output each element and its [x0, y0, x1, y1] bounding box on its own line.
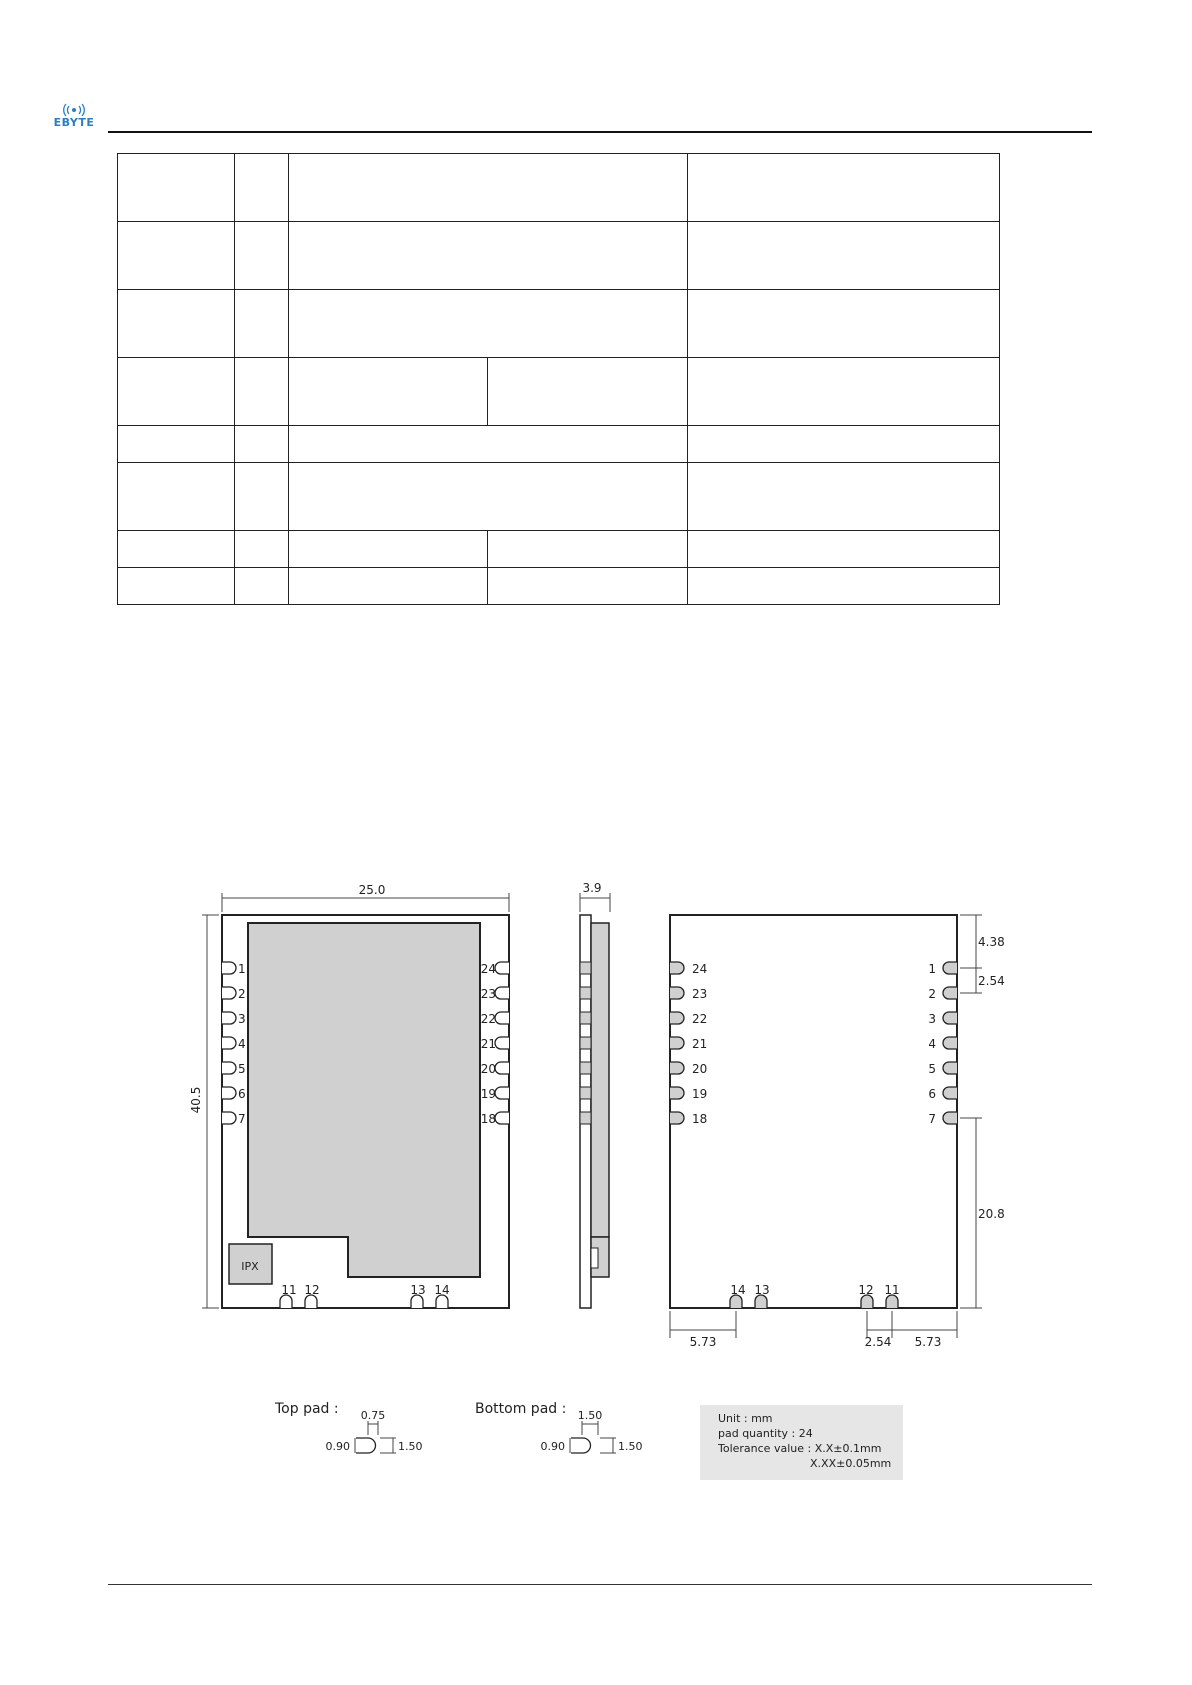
- side-view: [580, 881, 610, 1308]
- dim-width-label: 25.0: [358, 883, 386, 897]
- tolerance-note-2: X.XX±0.05mm: [810, 1457, 892, 1470]
- pin-pad: [943, 1087, 957, 1099]
- pin-pad: [943, 1062, 957, 1074]
- pin-pad: [222, 1087, 236, 1099]
- pin-label: 18: [480, 1112, 496, 1126]
- pin-pad: [580, 1087, 591, 1099]
- pin-pad: [580, 1012, 591, 1024]
- pin-label: 21: [692, 1037, 708, 1051]
- pin-label: 1: [928, 962, 936, 976]
- pin-label: 19: [692, 1087, 708, 1101]
- pin-label: 12: [858, 1283, 874, 1297]
- dim-thickness-label: 3.9: [582, 881, 602, 895]
- top-pad-detail: [274, 1401, 423, 1453]
- footer-rule: [108, 1584, 1092, 1585]
- pin-label: 23: [480, 987, 496, 1001]
- pin-pad: [670, 1112, 684, 1124]
- pin-label: 7: [928, 1112, 936, 1126]
- pin-label: 7: [238, 1112, 246, 1126]
- pin-label: 20: [692, 1062, 708, 1076]
- pin-pad: [943, 962, 957, 974]
- pin-pad: [495, 987, 509, 999]
- pin-pad: [495, 1037, 509, 1049]
- pin-label: 3: [238, 1012, 246, 1026]
- pin-label: 2: [238, 987, 246, 1001]
- pin-pad: [670, 987, 684, 999]
- pin-label: 19: [480, 1087, 496, 1101]
- pin-label: 13: [754, 1283, 770, 1297]
- pad-shape-icon: [356, 1438, 376, 1453]
- pin-pad: [222, 1062, 236, 1074]
- top-view: [189, 883, 509, 1308]
- top-pad-label: Top pad :: [275, 1401, 339, 1417]
- shield-profile: [591, 923, 609, 1237]
- pin-label: 14: [730, 1283, 746, 1297]
- pad-quantity-note: pad quantity : 24: [718, 1427, 813, 1440]
- pin-pad: [670, 1037, 684, 1049]
- pin-label: 6: [928, 1087, 936, 1101]
- pin-label: 11: [281, 1283, 297, 1297]
- bottom-pad-width-label: 1.50: [577, 1409, 603, 1422]
- pin-label: 4: [928, 1037, 936, 1051]
- pin-label: 22: [692, 1012, 708, 1026]
- tolerance-note-1: Tolerance value : X.X±0.1mm: [718, 1442, 882, 1455]
- pin-pad: [670, 962, 684, 974]
- connector-slot: [591, 1248, 598, 1268]
- bottom-pad-right-label: 1.50: [618, 1440, 643, 1453]
- pin-pad: [580, 1037, 591, 1049]
- pin-pad: [580, 1112, 591, 1124]
- pin-label: 13: [410, 1283, 426, 1297]
- dim-top-offset-label: 4.38: [978, 935, 1005, 949]
- bottom-pad-left-label: 0.90: [540, 1440, 565, 1453]
- pin-label: 5: [928, 1062, 936, 1076]
- pin-pad: [670, 1087, 684, 1099]
- ipx-label: IPX: [241, 1260, 259, 1273]
- dim-left-edge-label: 5.73: [689, 1335, 717, 1349]
- module-outline-bottom: [670, 915, 957, 1308]
- pin-pad: [943, 1037, 957, 1049]
- pin-label: 20: [480, 1062, 496, 1076]
- top-pad-left-label: 0.90: [325, 1440, 350, 1453]
- pin-pad: [495, 1062, 509, 1074]
- pin-pad: [222, 1037, 236, 1049]
- top-pad-width-label: 0.75: [360, 1409, 386, 1422]
- unit-note: Unit : mm: [718, 1412, 773, 1425]
- pin-pad: [222, 1112, 236, 1124]
- dim-right-edge-label: 5.73: [914, 1335, 942, 1349]
- pin-label: 4: [238, 1037, 246, 1051]
- pin-pad: [495, 1012, 509, 1024]
- pin-pad: [222, 1012, 236, 1024]
- pin-pad: [495, 1112, 509, 1124]
- pin-label: 18: [692, 1112, 708, 1126]
- pin-pad: [580, 987, 591, 999]
- top-pad-right-label: 1.50: [398, 1440, 423, 1453]
- notes-box: [700, 1405, 903, 1480]
- pin-label: 23: [692, 987, 708, 1001]
- pin-label: 24: [692, 962, 708, 976]
- pin-label: 24: [480, 962, 496, 976]
- pin-label: 1: [238, 962, 246, 976]
- pin-label: 2: [928, 987, 936, 1001]
- bottom-pad-label: Bottom pad :: [475, 1401, 567, 1417]
- pin-label: 12: [304, 1283, 320, 1297]
- pin-pad: [670, 1062, 684, 1074]
- pin-label: 21: [480, 1037, 496, 1051]
- dim-height-label: 40.5: [189, 1086, 203, 1114]
- pin-pad: [943, 987, 957, 999]
- pin-label: 22: [480, 1012, 496, 1026]
- pin-label: 3: [928, 1012, 936, 1026]
- dim-lower-label: 20.8: [978, 1207, 1005, 1221]
- pin-pad: [943, 1012, 957, 1024]
- pin-label: 14: [434, 1283, 450, 1297]
- pin-pad: [495, 1087, 509, 1099]
- pin-label: 5: [238, 1062, 246, 1076]
- bottom-view: [670, 915, 1005, 1349]
- logo-text: EBYTE: [53, 116, 95, 129]
- pin-pad: [580, 962, 591, 974]
- dim-bottom-pitch-label: 2.54: [864, 1335, 892, 1349]
- pin-label: 6: [238, 1087, 246, 1101]
- pin-pad: [943, 1112, 957, 1124]
- pin-pad: [222, 962, 236, 974]
- pin-pad: [222, 987, 236, 999]
- pin-pad: [495, 962, 509, 974]
- pin-pad: [580, 1062, 591, 1074]
- dim-pitch-label: 2.54: [978, 974, 1005, 988]
- pad-shape-icon: [571, 1438, 591, 1453]
- pin-pad: [670, 1012, 684, 1024]
- shield-can: [248, 923, 480, 1277]
- pin-label: 11: [884, 1283, 900, 1297]
- bottom-pad-detail: [475, 1401, 643, 1453]
